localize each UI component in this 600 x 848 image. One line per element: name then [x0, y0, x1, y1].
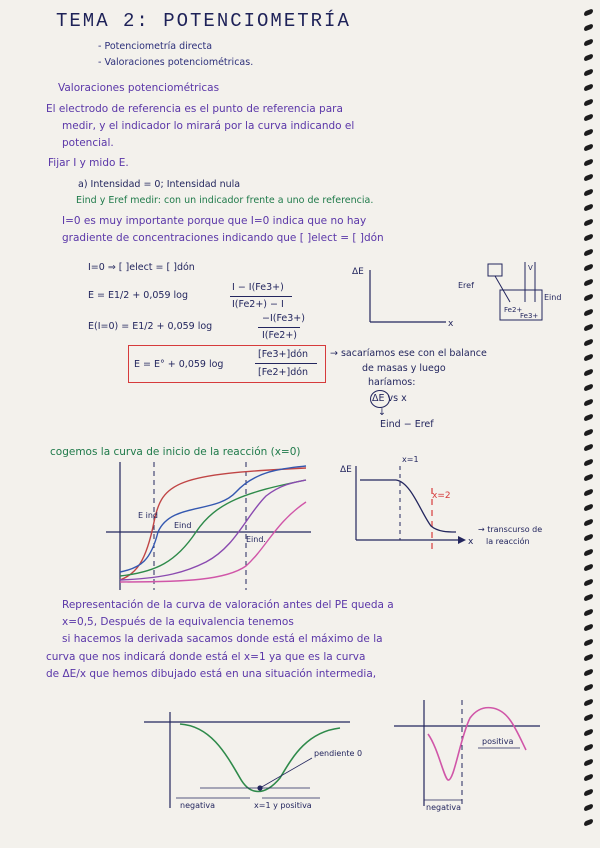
axis-label-x: x	[448, 319, 454, 329]
titration-curves-figure	[96, 462, 316, 592]
label-x2: x=2	[432, 491, 451, 501]
fraction-bar	[255, 363, 317, 364]
equation: E = E1/2 + 0,059 log	[88, 290, 188, 301]
axis-label-de: ΔE	[340, 465, 352, 475]
cell-label-eind: Eind	[544, 293, 562, 302]
cell-label-eref: Eref	[458, 281, 474, 290]
note-line: de masas y luego	[362, 363, 446, 374]
equation-denominator: I(Fe2+)	[262, 330, 298, 341]
paragraph-line: x=0,5, Después de la equivalencia tenemos	[62, 616, 294, 628]
de-vs-reaction-figure	[336, 455, 566, 558]
fraction-bar	[258, 327, 300, 328]
note-line: haríamos:	[368, 377, 416, 388]
spiral-binding	[582, 10, 594, 840]
equation-numerator: I − I(Fe3+)	[232, 282, 284, 293]
axis-label-x: x	[468, 537, 474, 547]
note-reaction: la reacción	[486, 537, 530, 546]
paragraph-line: Fijar I y mido E.	[48, 157, 129, 169]
derivative-positive-figure	[390, 698, 560, 813]
page-title: TEMA 2: POTENCIOMETRÍA	[56, 10, 351, 32]
label-x1-positiva: x=1 y positiva	[254, 801, 312, 810]
note-line: → sacaríamos ese con el balance	[330, 348, 487, 359]
equation: E(I=0) = E1/2 + 0,059 log	[88, 321, 213, 332]
axis-label-de: ΔE	[352, 267, 364, 277]
bullet-valoraciones: - Valoraciones potenciométricas.	[98, 57, 254, 68]
note-line: Eind − Eref	[380, 419, 434, 430]
label-negativa: negativa	[426, 803, 461, 812]
paragraph-line: El electrodo de referencia es el punto de referencia para	[46, 103, 343, 115]
paragraph-line: curva que nos indicará donde está el x=1 ya que es la curva	[46, 651, 366, 663]
paragraph-line: medir, y el indicador lo mirará por la curva indicando el	[62, 120, 355, 132]
paragraph-line: potencial.	[62, 137, 114, 149]
circle-mark	[370, 390, 390, 408]
note-line: ΔE vs x	[372, 393, 407, 404]
bullet-potenciometria-directa: - Potenciometría directa	[98, 41, 213, 52]
equation: I=0 ⇒ [ ]elect = [ ]dón	[88, 262, 195, 273]
label-pendiente-0: pendiente 0	[314, 749, 363, 758]
equation: E = E° + 0,059 log	[134, 359, 224, 370]
graph-label-eind: E ind	[138, 511, 158, 520]
paragraph-line: cogemos la curva de inicio de la reacción (x=0)	[50, 446, 301, 458]
equation-numerator: [Fe3+]dón	[258, 349, 309, 360]
paragraph-line: de ΔE/x que hemos dibujado está en una situación intermedia,	[46, 668, 377, 680]
section-heading: Valoraciones potenciométricas	[58, 82, 220, 94]
label-negativa: negativa	[180, 801, 215, 810]
derivative-negative-figure	[140, 712, 370, 812]
graph-label-eind2: Eind	[174, 521, 192, 530]
paragraph-line: a) Intensidad = 0; Intensidad nula	[78, 179, 241, 190]
cell-label-fe2: Fe2+	[504, 306, 523, 314]
cell-label-fe3: Fe3+	[520, 312, 539, 320]
paragraph-line: Representación de la curva de valoración antes del PE queda a	[62, 599, 394, 611]
note-reaction: → transcurso de	[478, 525, 543, 534]
equation-numerator: −I(Fe3+)	[262, 313, 305, 324]
paragraph-line: I=0 es muy importante porque que I=0 indica que no hay	[62, 215, 367, 227]
paragraph-line: Eind y Eref medir: con un indicador frente a uno de referencia.	[76, 195, 374, 206]
down-arrow: ↓	[378, 407, 386, 418]
cell-label-v: V	[528, 264, 533, 272]
de-vs-x-axes-sketch	[350, 262, 562, 342]
fraction-bar	[230, 296, 292, 297]
graph-label-eind3: Eind.	[246, 535, 266, 544]
label-x1: x=1	[402, 455, 419, 464]
paragraph-line: si hacemos la derivada sacamos donde está el máximo de la	[62, 633, 383, 645]
equation-denominator: [Fe2+]dón	[258, 367, 309, 378]
label-positiva: positiva	[482, 737, 514, 746]
equation-denominator: I(Fe2+) − I	[232, 299, 284, 310]
paragraph-line: gradiente de concentraciones indicando que [ ]elect = [ ]dón	[62, 232, 384, 244]
